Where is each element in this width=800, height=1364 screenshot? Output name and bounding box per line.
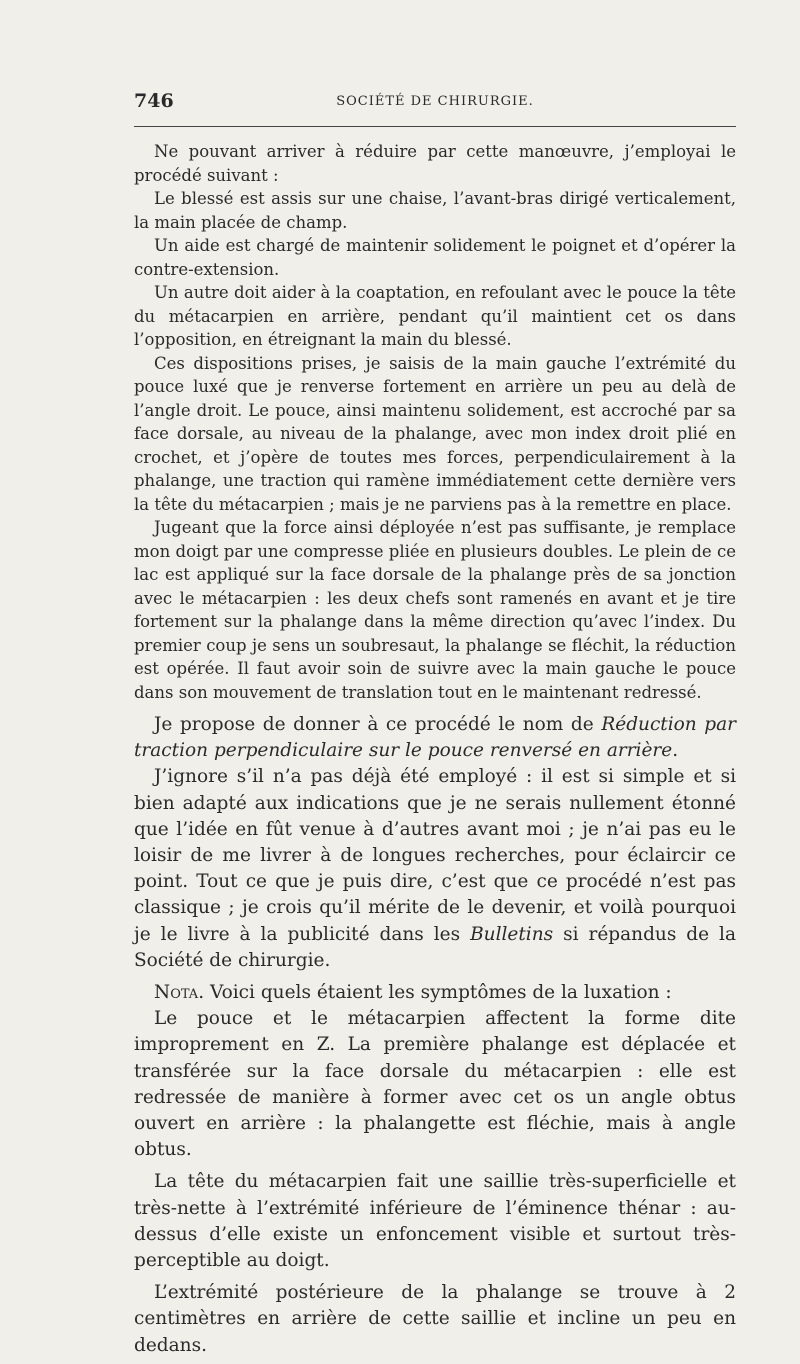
proposal-paragraph: [134, 712, 736, 764]
running-head: SOCIÉTÉ DE CHIRURGIE.: [336, 94, 534, 109]
text-run: si répandus de la Société de chirurgie.: [134, 923, 736, 971]
paragraph: L’extrémité postérieure de la phalange se trouve à 2 centimètres en arrière de cette saillie et incline un peu en dedans.: [134, 1282, 736, 1356]
paragraph: Le pouce et le métacarpien affectent la forme dite improprement en Z. La première phalange est déplacée et transférée sur la face dorsale du métacarpien : elle est redressée de manière à former avec cet os un angle obtus ouvert en arrière : la phalangette est fléchie, mais à angle obtus.: [134, 1008, 736, 1161]
paragraph: Ces dispositions prises, je saisis de la main gauche l’extrémité du pouce luxé que je renverse fortement en arrière un peu au delà de l’angle droit. Le pouce, ainsi maintenu solidement, est accroché par sa face dorsale, au niveau de la phalange, avec mon index droit plié en crochet, et j’opère de toutes mes forces, perpendiculairement à la phalange, une traction qui ramène immédiatement cette dernière vers la tête du métacarpien ; mais je ne parviens pas à la remettre en place.: [134, 353, 736, 514]
bulletins-title: Bulletins: [470, 923, 554, 945]
text-run: .: [672, 740, 679, 762]
procedure-section: [134, 140, 736, 704]
discussion-section: [134, 712, 736, 1359]
paragraph: Ne pouvant arriver à réduire par cette manœuvre, j’employai le procédé suivant :: [134, 142, 736, 185]
nota-label: Nota.: [154, 982, 205, 1004]
paragraph: [134, 764, 736, 974]
page-header: [134, 90, 736, 114]
paragraph: La tête du métacarpien fait une saillie très-superficielle et très-nette à l’extrémité inférieure de l’éminence thénar : au-dessus d’elle existe un enfoncement visible et surtout très-perceptible au doigt.: [134, 1171, 736, 1272]
text-run: Voici quels étaient les symptômes de la luxation :: [204, 982, 672, 1004]
page-body: [134, 140, 736, 1359]
text-run: J’ignore s’il n’a pas déjà été employé : il est si simple et si bien adapté aux indications que je ne serais nullement étonné que l’idée en fût venue à d’autres avant moi ; je n’ai pas eu le loisir de me livrer à de longues recherches, pour éclaircir ce point. Tout ce que je puis dire, c’est que ce procédé n’est pas classique ; je crois qu’il mérite de le devenir, et voilà pourquoi je le livre à la publicité dans les: [134, 766, 736, 945]
paragraph: Un autre doit aider à la coaptation, en refoulant avec le pouce la tête du métacarpien en arrière, pendant qu’il maintient cet os dans l’opposition, en étreignant la main du blessé.: [134, 283, 736, 349]
procedure-name: Réduction par traction perpendiculaire sur le pouce renversé en arrière: [134, 714, 737, 762]
header-rule: [134, 126, 736, 127]
nota-paragraph: [134, 980, 736, 1006]
paragraph: Un aide est chargé de maintenir solidement le poignet et d’opérer la contre-extension.: [134, 236, 736, 279]
page-number: 746: [134, 90, 174, 112]
paragraph: Le blessé est assis sur une chaise, l’avant-bras dirigé verticalement, la main placée de champ.: [134, 189, 736, 232]
text-run: Je propose de donner à ce procédé le nom de: [154, 714, 602, 735]
paragraph: Jugeant que la force ainsi déployée n’est pas suffisante, je remplace mon doigt par une compresse pliée en plusieurs doubles. Le plein de ce lac est appliqué sur la face dorsale de la phalange près de sa jonction avec le métacarpien : les deux chefs sont ramenés en avant et je tire fortement sur la phalange dans la même direction qu’avec l’index. Du premier coup je sens un soubresaut, la phalange se fléchit, la réduction est opérée. Il faut avoir soin de suivre avec la main gauche le pouce dans son mouvement de translation tout en le maintenant redressé.: [134, 518, 736, 702]
